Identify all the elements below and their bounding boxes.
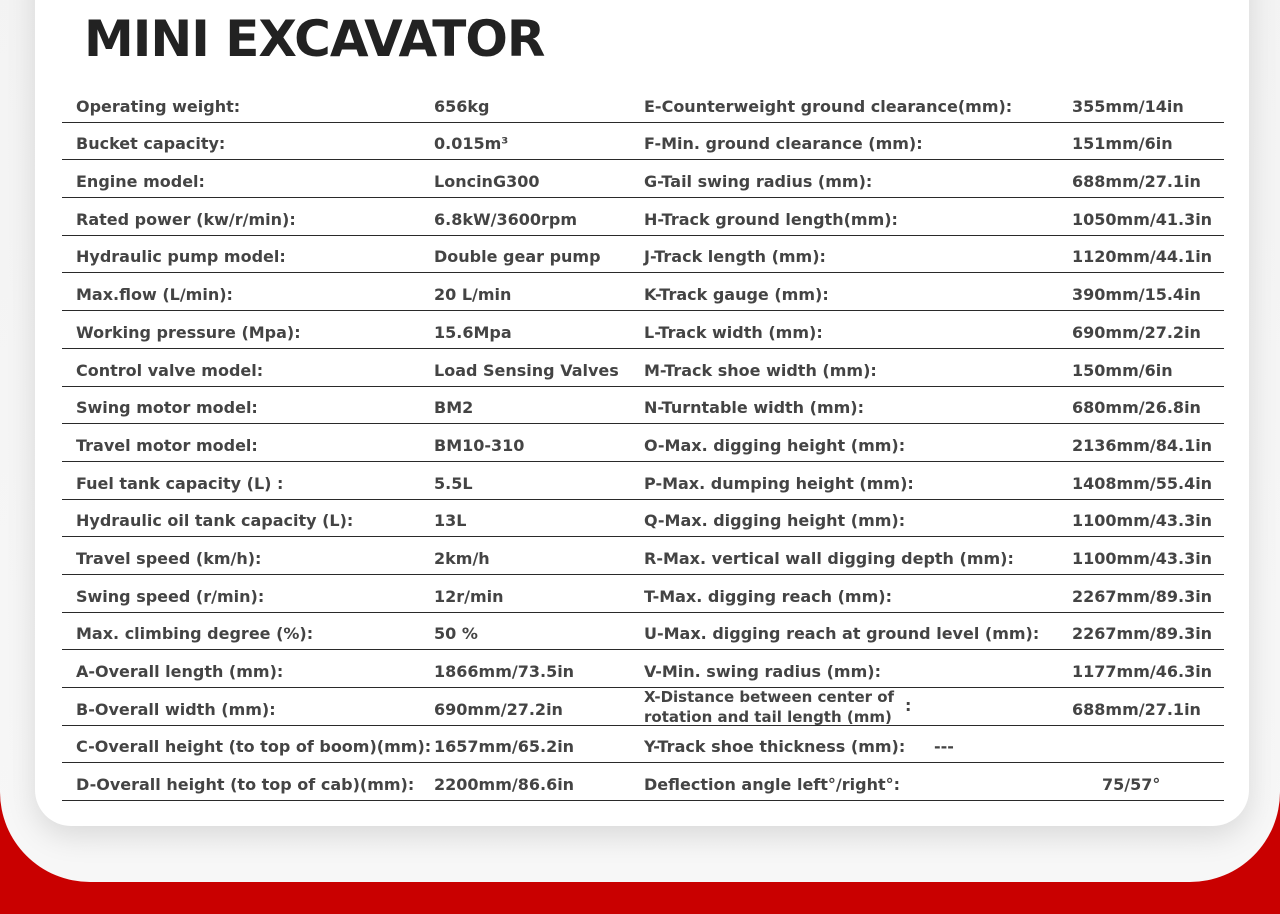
- spec-value: 150mm/6in: [1072, 360, 1173, 380]
- spec-label: A-Overall length (mm):: [76, 662, 284, 681]
- right-spec-table: [642, 85, 1224, 801]
- spec-value: 6.8kW/3600rpm: [434, 209, 578, 229]
- spec-label: L-Track width (mm):: [644, 322, 823, 342]
- spec-label: H-Track ground length(mm):: [644, 209, 898, 229]
- spec-label: F-Min. ground clearance (mm):: [644, 134, 923, 154]
- spec-value: 0.015m³: [434, 134, 509, 154]
- spec-label: Travel motor model:: [76, 435, 258, 455]
- spec-label: Swing speed (r/min):: [76, 586, 265, 606]
- spec-row: [62, 85, 644, 123]
- spec-label: Max. climbing degree (%):: [76, 624, 314, 644]
- spec-label-line2: rotation and tail length (mm): [644, 707, 892, 726]
- spec-label: Q-Max. digging height (mm):: [644, 511, 906, 531]
- spec-value: 680mm/26.8in: [1072, 398, 1201, 418]
- spec-value: 12r/min: [434, 586, 504, 606]
- spec-label: C-Overall height (to top of boom)(mm):: [76, 737, 432, 757]
- spec-row: [642, 537, 1224, 575]
- spec-label: Max.flow (L/min):: [76, 285, 233, 305]
- spec-row: [642, 688, 1224, 726]
- spec-row: [62, 273, 644, 311]
- spec-value: 688mm/27.1in: [1072, 172, 1201, 192]
- spec-value: 1177mm/46.3in: [1072, 662, 1213, 681]
- spec-value: 2km/h: [434, 548, 490, 568]
- spec-value: 5.5L: [434, 473, 473, 493]
- spec-value: 151mm/6in: [1072, 134, 1173, 154]
- spec-value: LoncinG300: [434, 172, 540, 192]
- spec-value: 1100mm/43.3in: [1072, 548, 1213, 568]
- spec-label: Rated power (kw/r/min):: [76, 209, 296, 229]
- spec-label: Travel speed (km/h):: [76, 548, 262, 568]
- spec-row: [642, 726, 1224, 764]
- spec-value: 355mm/14in: [1072, 96, 1184, 116]
- spec-label: Control valve model:: [76, 360, 264, 380]
- spec-row: [642, 198, 1224, 236]
- spec-row: [642, 424, 1224, 462]
- spec-row: [642, 613, 1224, 651]
- spec-value: 656kg: [434, 96, 490, 116]
- spec-label: J-Track length (mm):: [644, 247, 826, 267]
- spec-row: [62, 236, 644, 274]
- spec-value: 1657mm/65.2in: [434, 737, 575, 757]
- spec-label: R-Max. vertical wall digging depth (mm):: [644, 548, 1014, 568]
- spec-label: U-Max. digging reach at ground level (mm):: [644, 624, 1040, 644]
- spec-row: [62, 123, 644, 161]
- spec-label: V-Min. swing radius (mm):: [644, 662, 881, 681]
- spec-label: Hydraulic oil tank capacity (L):: [76, 511, 354, 531]
- spec-value: BM2: [434, 398, 474, 418]
- spec-row: [642, 387, 1224, 425]
- spec-row: [642, 123, 1224, 161]
- spec-label: O-Max. digging height (mm):: [644, 435, 906, 455]
- spec-value: ---: [934, 737, 954, 757]
- spec-label: G-Tail swing radius (mm):: [644, 172, 873, 192]
- spec-value: 13L: [434, 511, 467, 531]
- spec-value: 690mm/27.2in: [434, 699, 563, 719]
- spec-row: [642, 575, 1224, 613]
- spec-value: 75/57°: [1102, 775, 1161, 795]
- spec-row: [642, 349, 1224, 387]
- page-title: MINI EXCAVATOR: [84, 10, 545, 68]
- spec-row: [62, 500, 644, 538]
- spec-row: [62, 613, 644, 651]
- left-spec-table: [62, 85, 644, 801]
- spec-label: Operating weight:: [76, 96, 241, 116]
- spec-label: [644, 687, 894, 727]
- spec-row: [62, 462, 644, 500]
- spec-value: 15.6Mpa: [434, 322, 512, 342]
- spec-row: [62, 688, 644, 726]
- spec-value: 1100mm/43.3in: [1072, 511, 1213, 531]
- spec-value: 50 %: [434, 624, 478, 644]
- spec-row: [62, 763, 644, 801]
- spec-row: [642, 763, 1224, 801]
- spec-label: B-Overall width (mm):: [76, 699, 276, 719]
- spec-value: 1120mm/44.1in: [1072, 247, 1213, 267]
- spec-value: BM10-310: [434, 435, 525, 455]
- spec-row: [642, 650, 1224, 688]
- spec-label: D-Overall height (to top of cab)(mm):: [76, 775, 415, 795]
- spec-row: [62, 311, 644, 349]
- spec-value: 2267mm/89.3in: [1072, 586, 1213, 606]
- spec-row: [642, 85, 1224, 123]
- spec-label-line1: X-Distance between center of: [644, 687, 895, 706]
- spec-label: Swing motor model:: [76, 398, 258, 418]
- spec-row: [642, 462, 1224, 500]
- spec-row: [62, 537, 644, 575]
- spec-row: [642, 500, 1224, 538]
- spec-value: 1050mm/41.3in: [1072, 209, 1213, 229]
- spec-label: P-Max. dumping height (mm):: [644, 473, 914, 493]
- spec-colon: :: [905, 695, 912, 715]
- spec-value: 20 L/min: [434, 285, 512, 305]
- spec-label: Hydraulic pump model:: [76, 247, 286, 267]
- spec-row: [642, 311, 1224, 349]
- spec-value: 1866mm/73.5in: [434, 662, 575, 681]
- spec-value: 390mm/15.4in: [1072, 285, 1201, 305]
- spec-row: [62, 387, 644, 425]
- spec-value: Double gear pump: [434, 247, 601, 267]
- spec-label: N-Turntable width (mm):: [644, 398, 865, 418]
- spec-value: 2136mm/84.1in: [1072, 435, 1213, 455]
- spec-label: T-Max. digging reach (mm):: [644, 586, 892, 606]
- spec-label: Deflection angle left°/right°:: [644, 775, 901, 795]
- spec-row: [62, 349, 644, 387]
- spec-label: Engine model:: [76, 172, 205, 192]
- spec-value: 688mm/27.1in: [1072, 699, 1201, 719]
- spec-label: M-Track shoe width (mm):: [644, 360, 877, 380]
- spec-row: [62, 160, 644, 198]
- spec-value: 2200mm/86.6in: [434, 775, 575, 795]
- spec-label: Bucket capacity:: [76, 134, 226, 154]
- spec-row: [642, 160, 1224, 198]
- spec-label: Y-Track shoe thickness (mm):: [644, 737, 906, 757]
- spec-row: [62, 650, 644, 688]
- spec-row: [642, 273, 1224, 311]
- spec-row: [62, 726, 644, 764]
- spec-row: [62, 424, 644, 462]
- spec-value: 690mm/27.2in: [1072, 322, 1201, 342]
- spec-value: Load Sensing Valves: [434, 360, 619, 380]
- spec-value: 1408mm/55.4in: [1072, 473, 1213, 493]
- spec-value: 2267mm/89.3in: [1072, 624, 1213, 644]
- spec-label: Working pressure (Mpa):: [76, 322, 301, 342]
- spec-row: [62, 198, 644, 236]
- spec-label: K-Track gauge (mm):: [644, 285, 829, 305]
- spec-row: [642, 236, 1224, 274]
- spec-row: [62, 575, 644, 613]
- spec-label: Fuel tank capacity (L) :: [76, 473, 284, 493]
- spec-label: E-Counterweight ground clearance(mm):: [644, 96, 1013, 116]
